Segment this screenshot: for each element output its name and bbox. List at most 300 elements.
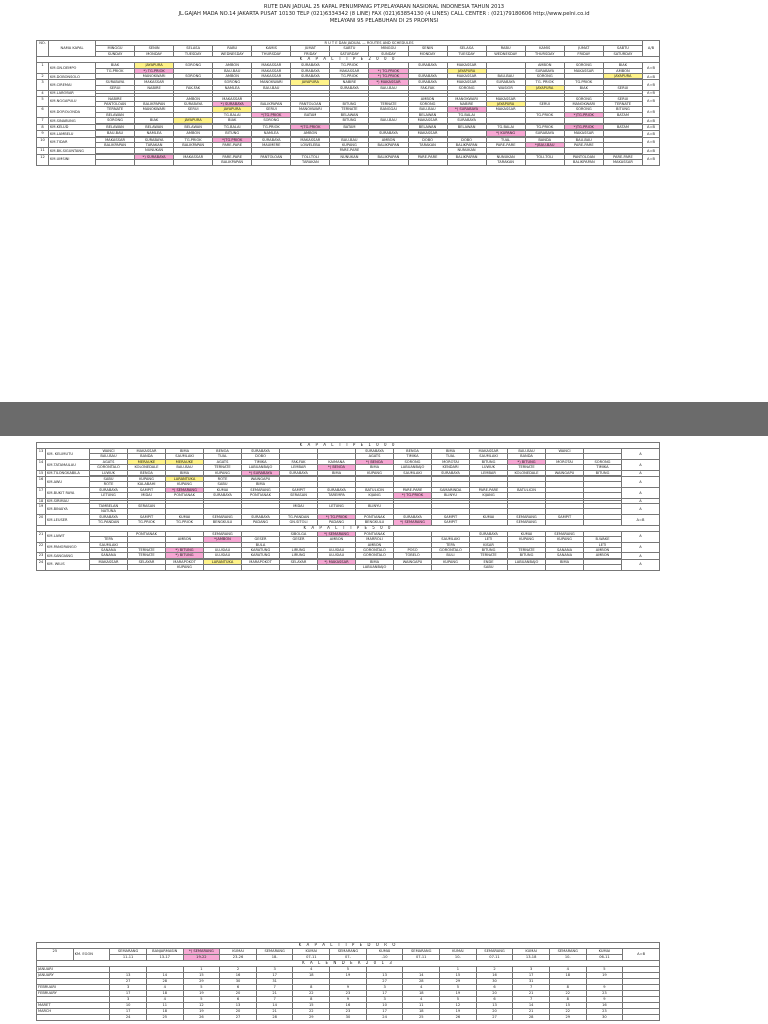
port-cell: TG.PANDAN: [280, 514, 318, 519]
port-cell: BIAK: [213, 118, 252, 123]
port-cell: [90, 565, 128, 570]
port-cell: BIMA: [318, 470, 356, 475]
port-cell: TARAKAN: [408, 142, 447, 147]
port-cell: SEMARANG: [204, 514, 242, 519]
calendar-day: 19: [330, 973, 367, 979]
port-cell: BANGGAI: [369, 107, 408, 112]
port-cell: KUPANG: [508, 537, 546, 542]
port-cell: BELAWAN: [408, 124, 447, 129]
day-header: KAMIS: [525, 46, 564, 51]
port-cell: SABU: [90, 477, 128, 482]
port-cell: *) SEMARANG: [318, 531, 356, 536]
calendar-day: 5: [440, 985, 477, 991]
port-cell: FAK-FAK: [408, 85, 447, 90]
calendar-day: 30: [330, 1015, 367, 1021]
port-cell: [546, 565, 584, 570]
band-type-2000: K A P A L T I P E 2 0 0 0: [37, 57, 660, 63]
port-cell: MAKASSAR: [564, 131, 603, 136]
date-cell: 06-11: [586, 955, 623, 961]
port-cell: AMBON: [584, 553, 622, 558]
port-cell: TOLI-TOLI: [291, 154, 330, 159]
month-label: MARET: [37, 1003, 110, 1009]
port-cell: SURABAYA: [280, 470, 318, 475]
port-cell: BIMA: [166, 449, 204, 454]
port-cell: KUMAI: [166, 514, 204, 519]
port-cell: TEPA: [432, 542, 470, 547]
port-cell: BALIKPAPAN: [564, 160, 603, 165]
port-cell: SERASAN: [128, 504, 166, 509]
route-direction: A: [622, 477, 660, 488]
port-cell: LABUANBAJO: [508, 559, 546, 564]
calendar-day: 10: [366, 1003, 403, 1009]
day-header: RABU: [213, 46, 252, 51]
calendar-day: 17: [110, 1009, 147, 1015]
port-cell: [432, 565, 470, 570]
port-cell: SEMARANG: [330, 949, 367, 955]
port-cell: BELAWAN: [135, 124, 174, 129]
calendar-row: [37, 1015, 660, 1021]
month-label: MARCH: [37, 1009, 110, 1015]
port-cell: TG.BALAI: [486, 124, 525, 129]
port-cell: BALIKPAPAN: [252, 102, 291, 107]
port-cell: PANTOLOAN: [252, 154, 291, 159]
calendar-day: 21: [256, 1009, 293, 1015]
port-cell: PANTOLOAN: [96, 102, 135, 107]
date-cell: 23-26: [220, 955, 257, 961]
port-cell: JAYAPURA: [525, 85, 564, 90]
port-cell: BATAM: [603, 112, 642, 117]
port-cell: SANANA: [90, 553, 128, 558]
port-cell: *)BAU-BAU: [525, 142, 564, 147]
port-cell: PARE-PARE: [394, 487, 432, 492]
calendar-day: 16: [476, 973, 513, 979]
ship-name: KM. EGON: [73, 949, 110, 961]
calendar-day: 4: [549, 967, 586, 973]
calendar-day: 19: [183, 1009, 220, 1015]
day-header-en: SATURDAY: [330, 51, 369, 56]
port-cell: SORONG: [447, 85, 486, 90]
port-cell: SELAYAR: [128, 559, 166, 564]
ship-name: KM.LABOBAR: [49, 91, 96, 96]
table-title: R U T E DAN JADUAL — ROUTES AND SCHEDULES: [96, 41, 643, 46]
port-cell: PARE-PARE: [213, 154, 252, 159]
port-cell: BLINYU: [356, 504, 394, 509]
port-cell: MAKASSAR: [486, 96, 525, 101]
ship-name: KM. KELIMUTU: [46, 449, 90, 460]
calendar-day: 23: [330, 991, 367, 997]
port-cell: TAREMPA: [318, 493, 356, 498]
port-cell: LETUNG: [90, 493, 128, 498]
port-cell: SURABAYA: [90, 487, 128, 492]
port-cell: BAU-BAU: [252, 85, 291, 90]
port-cell: SURABAYA: [470, 531, 508, 536]
port-cell: BANDA: [508, 454, 546, 459]
calendar-day: 22: [293, 1009, 330, 1015]
port-cell: BALIKPAPAN: [135, 102, 174, 107]
port-cell: BENOA: [128, 470, 166, 475]
port-cell: GESER: [242, 537, 280, 542]
port-cell: MANOKWARI: [135, 107, 174, 112]
calendar-day: 17: [256, 973, 293, 979]
calendar-day: 5: [183, 985, 220, 991]
port-cell: SEMARANG: [403, 949, 440, 955]
ship-number: 8: [37, 124, 49, 130]
port-cell: MAKASSAR: [174, 154, 213, 159]
ship-number: 22: [37, 542, 46, 553]
port-cell: *) SEMARANG: [183, 949, 220, 955]
ship-name: KM.DOBONSOLO: [49, 74, 96, 80]
port-cell: TERNATE: [96, 107, 135, 112]
calendar-day: 8: [293, 985, 330, 991]
calendar-day: 18: [403, 991, 440, 997]
port-cell: KUPANG: [546, 537, 584, 542]
port-cell: TERNATE: [470, 553, 508, 558]
schedule-page-1: [0, 0, 768, 402]
ship-number: 9: [37, 131, 49, 137]
port-cell: SURABAYA: [525, 131, 564, 136]
calendar-day: 22: [549, 991, 586, 997]
port-cell: MAKASSAR: [252, 74, 291, 79]
port-cell: KOLONEDALE: [508, 470, 546, 475]
calendar-day: 18: [549, 973, 586, 979]
port-cell: SORONG: [174, 63, 213, 68]
date-cell: 07-11: [293, 955, 330, 961]
port-cell: PONTIANAK: [242, 493, 280, 498]
port-cell: [330, 160, 369, 165]
route-direction: A=B: [643, 80, 660, 91]
port-cell: [252, 160, 291, 165]
day-header: JUMAT: [564, 46, 603, 51]
port-cell: BITUNG: [213, 131, 252, 136]
port-cell: LEMBAR: [280, 465, 318, 470]
calendar-day: 16: [220, 973, 257, 979]
port-cell: SORONG: [394, 459, 432, 464]
port-cell: GORONTALO: [90, 465, 128, 470]
port-cell: TERNATE: [128, 547, 166, 552]
date-cell: 18-: [256, 955, 293, 961]
col-no-header: NO.: [37, 41, 49, 57]
port-cell: BENOA: [394, 449, 432, 454]
port-cell: *)TG.PRIOK: [213, 137, 252, 142]
route-direction: A=B: [643, 96, 660, 107]
port-cell: BELAWAN: [96, 124, 135, 129]
port-cell: KUPANG: [166, 482, 204, 487]
port-cell: BANDA: [525, 137, 564, 142]
port-cell: NABIRE: [447, 102, 486, 107]
port-cell: PARE-PARE: [603, 154, 642, 159]
port-cell: BAU-BAU: [213, 68, 252, 73]
port-cell: SURABAYA: [291, 63, 330, 68]
port-cell: BAU-BAU: [486, 74, 525, 79]
calendar-day: 20: [476, 991, 513, 997]
port-cell: TG.PANDAN: [90, 520, 128, 525]
port-cell: SURABAYA: [252, 137, 291, 142]
calendar-day: 25: [403, 1015, 440, 1021]
ship-number: 17: [37, 487, 46, 498]
ship-name: KM.SINABUNG: [49, 118, 96, 124]
calendar-day: 13: [220, 1003, 257, 1009]
day-header: SENIN: [135, 46, 174, 51]
calendar-day: 7: [513, 985, 550, 991]
calendar-day: 30: [220, 979, 257, 985]
port-cell: SORONG: [564, 96, 603, 101]
ship-number: 20: [37, 514, 46, 525]
calendar-day: 17: [366, 1009, 403, 1015]
port-cell: TUAL: [432, 454, 470, 459]
port-cell: SURABAYA: [486, 80, 525, 85]
calendar-day: 8: [549, 997, 586, 1003]
day-header-en: WEDNESDAY: [486, 51, 525, 56]
port-cell: [318, 565, 356, 570]
port-cell: BAU-BAU: [90, 454, 128, 459]
calendar-day: 15: [440, 973, 477, 979]
port-cell: BAU-BAU: [564, 137, 603, 142]
port-cell: BALIKPAPAN: [369, 154, 408, 159]
port-cell: AMBON: [291, 131, 330, 136]
port-cell: MAKASSAR: [408, 131, 447, 136]
port-cell: AMBON: [356, 542, 394, 547]
port-cell: SERUI: [603, 85, 642, 90]
calendar-day: 3: [110, 985, 147, 991]
port-cell: BENGKULU: [204, 520, 242, 525]
port-cell: AMBON: [213, 63, 252, 68]
calendar-day: 6: [476, 985, 513, 991]
ship-number: 15: [37, 470, 46, 476]
port-cell: [447, 160, 486, 165]
port-cell: LEMBAR: [470, 470, 508, 475]
port-cell: MOROTAI: [546, 459, 584, 464]
calendar-day: 13: [110, 973, 147, 979]
ship-number: 10: [37, 137, 49, 148]
month-label: FEBRUARI: [37, 985, 110, 991]
day-header-en: MONDAY: [408, 51, 447, 56]
day-header: KAMIS: [252, 46, 291, 51]
ship-number: 4: [37, 91, 49, 96]
port-cell: AMBON: [174, 96, 213, 101]
port-cell: LARANTUKA: [204, 559, 242, 564]
route-direction: A: [622, 487, 660, 498]
port-cell: AMBON: [408, 96, 447, 101]
port-cell: *) SURABAYA: [447, 107, 486, 112]
calendar-day: 28: [146, 979, 183, 985]
port-cell: SURABAYA: [174, 102, 213, 107]
calendar-day: 5: [440, 997, 477, 1003]
port-cell: SERUI: [174, 107, 213, 112]
port-cell: BELAWAN: [96, 112, 135, 117]
calendar-day: 12: [440, 1003, 477, 1009]
calendar-day: 4: [403, 997, 440, 1003]
port-cell: SABU: [470, 565, 508, 570]
port-cell: JAYAPURA: [291, 80, 330, 85]
port-cell: LETI: [470, 537, 508, 542]
port-cell: KUMAI: [586, 949, 623, 955]
port-cell: BIMA: [546, 559, 584, 564]
port-cell: KUPANG: [330, 142, 369, 147]
port-cell: [174, 160, 213, 165]
port-cell: *) BITUNG: [508, 459, 546, 464]
port-cell: *) BITUNG: [166, 553, 204, 558]
calendar-day: 4: [146, 985, 183, 991]
port-cell: SAUMLAKI: [394, 470, 432, 475]
ship-number: 3: [37, 80, 49, 91]
ship-number: 21: [37, 531, 46, 542]
port-cell: SELAYAR: [280, 559, 318, 564]
port-cell: NAMLEA: [213, 85, 252, 90]
calendar-day: 29: [293, 1015, 330, 1021]
ship-name: KM.UMSINI: [49, 154, 96, 165]
port-cell: BAU-BAU: [508, 449, 546, 454]
calendar-day: 30: [586, 1015, 623, 1021]
port-cell: [584, 565, 622, 570]
port-cell: MIDAI: [128, 493, 166, 498]
port-cell: KUMAI: [513, 949, 550, 955]
port-cell: ENDE: [470, 559, 508, 564]
day-header-en: SATURDAY: [603, 51, 642, 56]
ship-number: 7: [37, 118, 49, 124]
port-cell: *) SEMARANG: [166, 487, 204, 492]
day-header: SENIN: [408, 46, 447, 51]
port-cell: TG.PRIOK: [525, 112, 564, 117]
port-cell: BLINYU: [432, 493, 470, 498]
port-cell: AMBON: [369, 137, 408, 142]
port-cell: BATAM: [291, 112, 330, 117]
port-cell: SAMARINDA: [432, 487, 470, 492]
schedule-page-2: [0, 436, 768, 1024]
calendar-day: 9: [330, 997, 367, 1003]
port-cell: AMBON: [213, 74, 252, 79]
band-type-1000: K A P A L T I P E 1 0 0 0: [37, 443, 660, 449]
port-cell: MANOKWARI: [564, 102, 603, 107]
date-cell: 13-18: [513, 955, 550, 961]
port-cell: SURABAYA: [204, 493, 242, 498]
port-cell: KIJANG: [356, 493, 394, 498]
date-cell: 13-17: [146, 955, 183, 961]
port-cell: KUPANG: [204, 470, 242, 475]
calendar-day: 16: [330, 1003, 367, 1009]
port-cell: BELAWAN: [408, 112, 447, 117]
port-cell: SORONG: [252, 118, 291, 123]
calendar-day: 18: [146, 1009, 183, 1015]
port-cell: KUMAI: [508, 531, 546, 536]
ship-number: 13: [37, 449, 46, 460]
calendar-day: 9: [586, 997, 623, 1003]
port-cell: SEMARANG: [476, 949, 513, 955]
port-cell: SANANA: [546, 553, 584, 558]
port-cell: BIAK: [135, 118, 174, 123]
calendar-day: 9: [330, 985, 367, 991]
port-cell: PARE-PARE: [213, 142, 252, 147]
route-direction: A=B: [643, 74, 660, 80]
port-cell: GN.SITOLI: [280, 520, 318, 525]
day-header-en: WEDNESDAY: [213, 51, 252, 56]
port-cell: LUWUK: [470, 465, 508, 470]
calendar-day: 14: [403, 973, 440, 979]
port-cell: MERAUKE: [166, 459, 204, 464]
port-cell: MAKASSAR: [486, 107, 525, 112]
port-cell: NABIRE: [135, 85, 174, 90]
port-cell: TOBELO: [394, 553, 432, 558]
calendar-day: 24: [366, 1015, 403, 1021]
route-direction: A: [622, 498, 660, 503]
port-cell: *) BENOA: [318, 465, 356, 470]
port-cell: PARE-PARE: [564, 142, 603, 147]
route-direction: A=B: [643, 137, 660, 148]
port-cell: ULUSIAU: [318, 547, 356, 552]
calendar-day: 27: [110, 979, 147, 985]
month-label: JANUARY: [37, 973, 110, 979]
port-cell: SIBOLGA: [280, 531, 318, 536]
ship-number: 2: [37, 74, 49, 80]
ship-row-return: [37, 160, 660, 165]
calendar-day: 4: [146, 997, 183, 1003]
port-cell: SORONG: [408, 102, 447, 107]
ship-name: KM.SANGIANG: [46, 553, 90, 559]
port-cell: SERASAN: [280, 493, 318, 498]
calendar-label: K A L E N D E R 2 0 1 3: [37, 961, 660, 967]
calendar-day: 29: [440, 979, 477, 985]
port-cell: JAYAPURA: [213, 107, 252, 112]
port-cell: *)TG.PRIOK: [564, 124, 603, 129]
port-cell: [96, 160, 135, 165]
port-cell: BATULICIN: [508, 487, 546, 492]
day-header: MINGGU: [369, 46, 408, 51]
port-cell: LABUANBAJO: [394, 465, 432, 470]
port-cell: PONTIANAK: [356, 531, 394, 536]
port-cell: BALIKPAPAN: [213, 160, 252, 165]
port-cell: TARAKAN: [291, 160, 330, 165]
address-line: JL.GAJAH MADA NO.14 JAKARTA PUSAT 10130 TELP (021)6334342 (8 LINE) FAX (021)63854130 (4 LINES) CALL CENTER : (021)79180606 http://www.pelni.co.id: [178, 11, 590, 17]
route-direction: A: [622, 559, 660, 570]
day-header-en: FRIDAY: [564, 51, 603, 56]
port-cell: KUPANG: [432, 559, 470, 564]
port-cell: TG.PRIOK: [330, 63, 369, 68]
calendar-day: 3: [366, 985, 403, 991]
route-direction: A=B: [623, 949, 660, 961]
port-cell: TERNATE: [330, 107, 369, 112]
document-title: RUTE DAN JADUAL 25 KAPAL PENUMPANG PT.PELAYARAN NASIONAL INDONESIA TAHUN 2013: [263, 4, 505, 10]
port-cell: BALIKPAPAN: [447, 142, 486, 147]
calendar-day: 21: [513, 1009, 550, 1015]
port-cell: MARAPOKOT: [242, 559, 280, 564]
port-cell: BULI: [432, 553, 470, 558]
port-cell: BITUNG: [330, 102, 369, 107]
route-direction: A=B: [643, 63, 660, 74]
port-cell: MAKASSAR: [447, 80, 486, 85]
port-cell: MAKASSAR: [408, 118, 447, 123]
port-cell: TERNATE: [508, 547, 546, 552]
port-cell: *) TG.PRIOK: [369, 68, 408, 73]
calendar-day: 11: [146, 1003, 183, 1009]
calendar-day: 18: [403, 1009, 440, 1015]
port-cell: KUMAI: [220, 949, 257, 955]
port-cell: BATAM: [603, 124, 642, 129]
port-cell: BIAK: [564, 85, 603, 90]
port-cell: BENOA: [204, 449, 242, 454]
calendar-day: 18: [146, 991, 183, 997]
port-cell: AMBON: [166, 537, 204, 542]
day-header: SELASA: [447, 46, 486, 51]
port-cell: MAKASSAR: [90, 559, 128, 564]
port-cell: PARE-PARE: [486, 142, 525, 147]
port-cell: *)TG.PRIOK: [291, 124, 330, 129]
port-cell: NAMLEA: [252, 131, 291, 136]
port-cell: PANTOLOAN: [291, 102, 330, 107]
ship-name: KM.CIREMAI: [49, 80, 96, 91]
port-cell: TERNATE: [204, 465, 242, 470]
port-cell: PADANG: [318, 520, 356, 525]
calendar-day: 28: [256, 1015, 293, 1021]
port-cell: TG.PRIOK: [128, 520, 166, 525]
